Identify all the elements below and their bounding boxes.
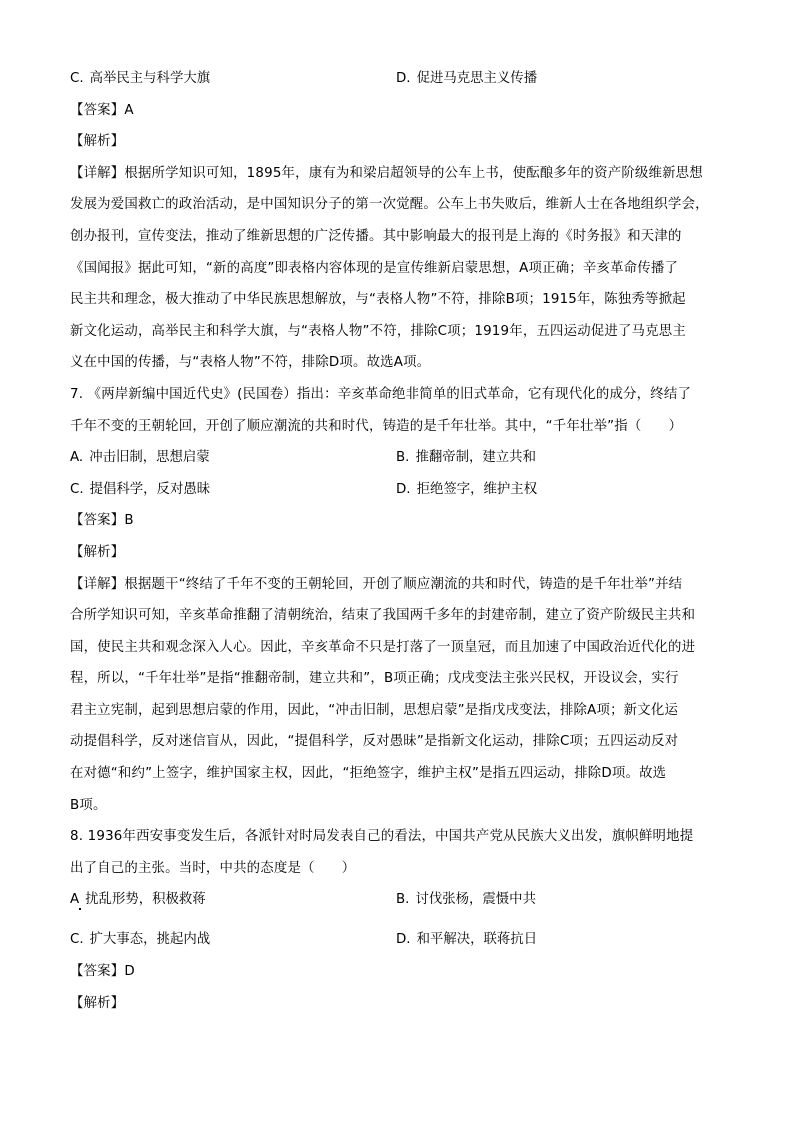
q7-detail-line: 合所学知识可知，辛亥革命推翻了清朝统治，结束了我国两千多年的封建帝制，建立了资产阶级民主共和 — [70, 608, 696, 624]
q6-detail-line: 民主共和理念，极大推动了中华民族思想解放，与“表格人物”不符，排除B项；1915年，陈独秀等掀起 — [70, 292, 686, 308]
q7-detail-line: 动提倡科学，反对迷信盲从，因此，“提倡科学，反对愚昧”是指新文化运动，排除C项；五四运动反对 — [70, 734, 679, 750]
q8-option-c: C. 扩大事态，挑起内战 — [70, 932, 211, 948]
q6-options-row-cd — [70, 63, 730, 95]
q7-detail — [70, 569, 730, 822]
q7-detail-line: B项。 — [70, 797, 107, 813]
q7-stem-line: 7. 《两岸新编中国近代史》(民国卷）指出：辛亥革命绝非简单的旧式革命，它有现代化的成分，终结了 — [70, 386, 692, 402]
q7-answer-value: B — [124, 513, 134, 529]
q8-analysis-heading: 【解析】 — [70, 995, 125, 1011]
q7-answer: 【答案】B — [70, 513, 134, 529]
q7-options-row-ab — [70, 442, 730, 474]
q6-detail-line: 义在中国的传播，与“表格人物”不符，排除D项。故选A项。 — [70, 355, 431, 371]
q7-detail-line: 【详解】根据题干“终结了千年不变的王朝轮回，开创了顺应潮流的共和时代，铸造的是千年壮举”并结 — [70, 576, 683, 592]
q6-option-d: D. 促进马克思主义传播 — [396, 71, 538, 86]
q7-options-row-cd — [70, 474, 730, 506]
stray-dot-mark — [79, 908, 81, 910]
q7-analysis-heading: 【解析】 — [70, 544, 125, 560]
q8-option-a: A 扰乱形势，积极救蒋 — [70, 892, 206, 908]
q8-option-d: D. 和平解决，联蒋抗日 — [396, 932, 538, 948]
q8-answer: 【答案】D — [70, 964, 135, 980]
q6-detail-line: 《国闻报》据此可知，“新的高度”即表格内容体现的是宣传维新启蒙思想，A项正确；辛亥革命传播了 — [70, 260, 679, 276]
q6-detail-line: 发展为爱国救亡的政治活动，是中国知识分子的第一次觉醒。公车上书失败后，维新人士在各地组织学会， — [70, 197, 709, 213]
document-page — [70, 63, 730, 1019]
q7-option-c: C. 提倡科学，反对愚昧 — [70, 481, 211, 497]
q7-option-a: A. 冲击旧制，思想启蒙 — [70, 450, 210, 466]
q8-options-row-ab — [70, 884, 730, 924]
q6-option-c: C. 高举民主与科学大旗 — [70, 71, 211, 86]
q8-answer-value: D — [124, 964, 135, 980]
q8-stem-line: 8. 1936年西安事变发生后，各派针对时局发表自己的看法，中国共产党从民族大义出发，旗帜鲜明地提 — [70, 829, 694, 845]
q7-detail-line: 程，所以，“千年壮举”是指“推翻帝制，建立共和”，B项正确；戊戌变法主张兴民权，开设议会，实行 — [70, 671, 679, 687]
q7-detail-line: 君主立宪制，起到思想启蒙的作用，因此，“冲击旧制，思想启蒙”是指戊戌变法，排除A项；新文化运 — [70, 702, 679, 718]
q8-options-row-cd — [70, 924, 730, 956]
q6-detail — [70, 158, 730, 379]
q6-answer-value: A — [124, 102, 134, 118]
q7-option-d: D. 拒绝签字，维护主权 — [396, 481, 538, 497]
q6-analysis-heading: 【解析】 — [70, 134, 125, 150]
q8-option-b: B. 讨伐张杨，震慑中共 — [396, 892, 536, 908]
q7-stem-line: 千年不变的王朝轮回，开创了顺应潮流的共和时代，铸造的是千年壮举。其中，“千年壮举”指（ ） — [70, 418, 683, 434]
q8-stem-line: 出了自己的主张。当时，中共的态度是（ ） — [70, 860, 356, 876]
q7-stem — [70, 379, 730, 442]
q6-detail-line: 新文化运动，高举民主和科学大旗，与“表格人物”不符，排除C项；1919年，五四运动促进了马克思主 — [70, 323, 686, 339]
q6-detail-line: 创办报刊，宣传变法，推动了维新思想的广泛传播。其中影响最大的报刊是上海的《时务报》和天津的 — [70, 228, 682, 244]
q6-detail-line: 【详解】根据所学知识可知，1895年，康有为和梁启超领导的公车上书，使酝酿多年的资产阶级维新思想 — [70, 165, 703, 181]
q7-detail-line: 国，使民主共和观念深入人心。因此，辛亥革命不只是打落了一顶皇冠，而且加速了中国政治近代化的进 — [70, 639, 696, 655]
q7-option-b: B. 推翻帝制，建立共和 — [396, 450, 536, 466]
q7-detail-line: 在对德“和约”上签字，维护国家主权，因此，“拒绝签字，维护主权”是指五四运动，排除D项。故选 — [70, 766, 667, 782]
q8-stem — [70, 821, 730, 884]
q6-answer: 【答案】A — [70, 102, 134, 118]
